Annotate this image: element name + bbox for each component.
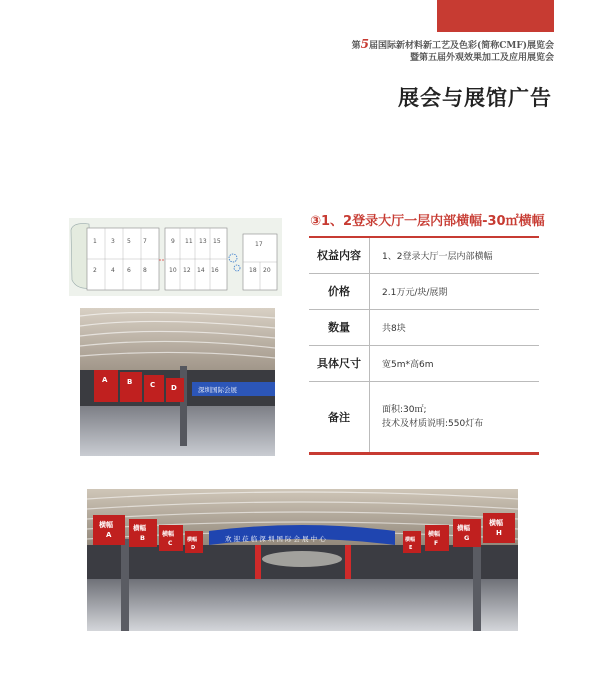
photo2-banner-b-word: 横幅 bbox=[133, 524, 146, 532]
hall-6-label: 6 bbox=[127, 267, 131, 274]
photo2-banner-d-letter: D bbox=[191, 545, 196, 551]
row-value-note bbox=[370, 381, 540, 453]
hall-14-label: 14 bbox=[197, 267, 205, 274]
photo1-banner-a bbox=[94, 370, 118, 402]
exhibition-name-line1: 第5届国际新材料新工艺及色彩(简称CMF)展览会 bbox=[351, 37, 554, 51]
table-row bbox=[309, 237, 539, 273]
table-row bbox=[309, 345, 539, 381]
photo1-banner-b-label: B bbox=[127, 378, 133, 386]
table-row bbox=[309, 309, 539, 345]
photo2-banner-h-word: 横幅 bbox=[489, 519, 503, 527]
row-label-price: 价格 bbox=[309, 273, 370, 309]
hall-7-label: 7 bbox=[143, 238, 147, 245]
photo2-banner-b-letter: B bbox=[140, 534, 145, 542]
row-value-size: 宽5m*高6m bbox=[370, 345, 540, 381]
row-label-size: 具体尺寸 bbox=[309, 345, 370, 381]
photo2-banner-f bbox=[425, 525, 449, 551]
photo1-banner-d-label: D bbox=[171, 384, 177, 392]
page-title: 展会与展馆广告 bbox=[398, 85, 552, 110]
exhibition-name-line2: 暨第五届外观效果加工及应用展览会 bbox=[409, 53, 554, 63]
photo2-banner-e-letter: E bbox=[409, 545, 413, 551]
exhibition-name bbox=[352, 38, 554, 64]
photo2-banner-c-letter: C bbox=[168, 540, 173, 547]
hall-2-label: 2 bbox=[93, 267, 97, 274]
photo2-led-text: 欢 迎 莅 临 深 圳 国 际 会 展 中 心 bbox=[225, 535, 326, 543]
photo1-banner-a-label: A bbox=[102, 376, 108, 384]
photo2-banner-a-word: 横幅 bbox=[99, 521, 113, 529]
photo2-banner-d-word: 横幅 bbox=[187, 537, 198, 543]
hall-1-label: 1 bbox=[93, 238, 97, 245]
row-label-note: 备注 bbox=[309, 381, 370, 453]
row-value-quantity: 共8块 bbox=[370, 309, 540, 345]
table-row bbox=[309, 273, 539, 309]
photo2-banner-c bbox=[159, 525, 183, 551]
row-label-quantity: 数量 bbox=[309, 309, 370, 345]
hall-10-label: 10 bbox=[169, 267, 177, 274]
photo2-banner-h bbox=[483, 513, 515, 543]
hall-17-label: 17 bbox=[255, 241, 263, 248]
hall-15-label: 15 bbox=[213, 238, 221, 245]
photo2-banner-g-letter: G bbox=[464, 534, 470, 542]
hall-4-label: 4 bbox=[111, 267, 115, 274]
hall-5-label: 5 bbox=[127, 238, 131, 245]
ad-spec-table bbox=[309, 236, 539, 455]
hall-20-label: 20 bbox=[263, 267, 271, 274]
lobby-banner-photo-2 bbox=[87, 489, 518, 631]
photo2-banner-a-letter: A bbox=[106, 531, 112, 539]
hall-8-label: 8 bbox=[143, 267, 147, 274]
hall-11-label: 11 bbox=[185, 238, 193, 245]
photo1-led-text: 深圳国际会展 bbox=[198, 386, 237, 394]
photo2-banner-h-letter: H bbox=[496, 529, 502, 537]
section-title: ③1、2登录大厅一层内部横幅-30㎡横幅 bbox=[310, 214, 545, 229]
photo2-banner-e-word: 横幅 bbox=[405, 537, 416, 543]
hall-18-label: 18 bbox=[249, 267, 257, 274]
header-red-block bbox=[437, 0, 554, 32]
note-material: 技术及材质说明:550灯布 bbox=[382, 418, 484, 429]
photo2-banner-c-word: 横幅 bbox=[162, 531, 175, 538]
venue-floor-plan bbox=[69, 218, 282, 296]
hall-12-label: 12 bbox=[183, 267, 191, 274]
photo1-banner-c-label: C bbox=[150, 381, 156, 389]
note-area: 面积:30㎡; bbox=[382, 404, 427, 415]
table-row bbox=[309, 381, 539, 453]
row-value-benefit: 1、2登录大厅一层内部横幅 bbox=[370, 237, 540, 273]
hall-9-label: 9 bbox=[171, 238, 175, 245]
photo1-banner-b bbox=[120, 372, 142, 402]
row-label-benefit: 权益内容 bbox=[309, 237, 370, 273]
photo2-banner-f-word: 横幅 bbox=[428, 531, 441, 538]
photo2-banner-g-word: 横幅 bbox=[457, 524, 470, 532]
lobby-banner-photo-1 bbox=[80, 308, 275, 456]
hall-16-label: 16 bbox=[211, 267, 219, 274]
hall-3-label: 3 bbox=[111, 238, 115, 245]
row-value-price: 2.1万元/块/展期 bbox=[370, 273, 540, 309]
photo2-banner-a bbox=[93, 515, 125, 545]
photo2-banner-f-letter: F bbox=[434, 540, 439, 547]
hall-13-label: 13 bbox=[199, 238, 207, 245]
